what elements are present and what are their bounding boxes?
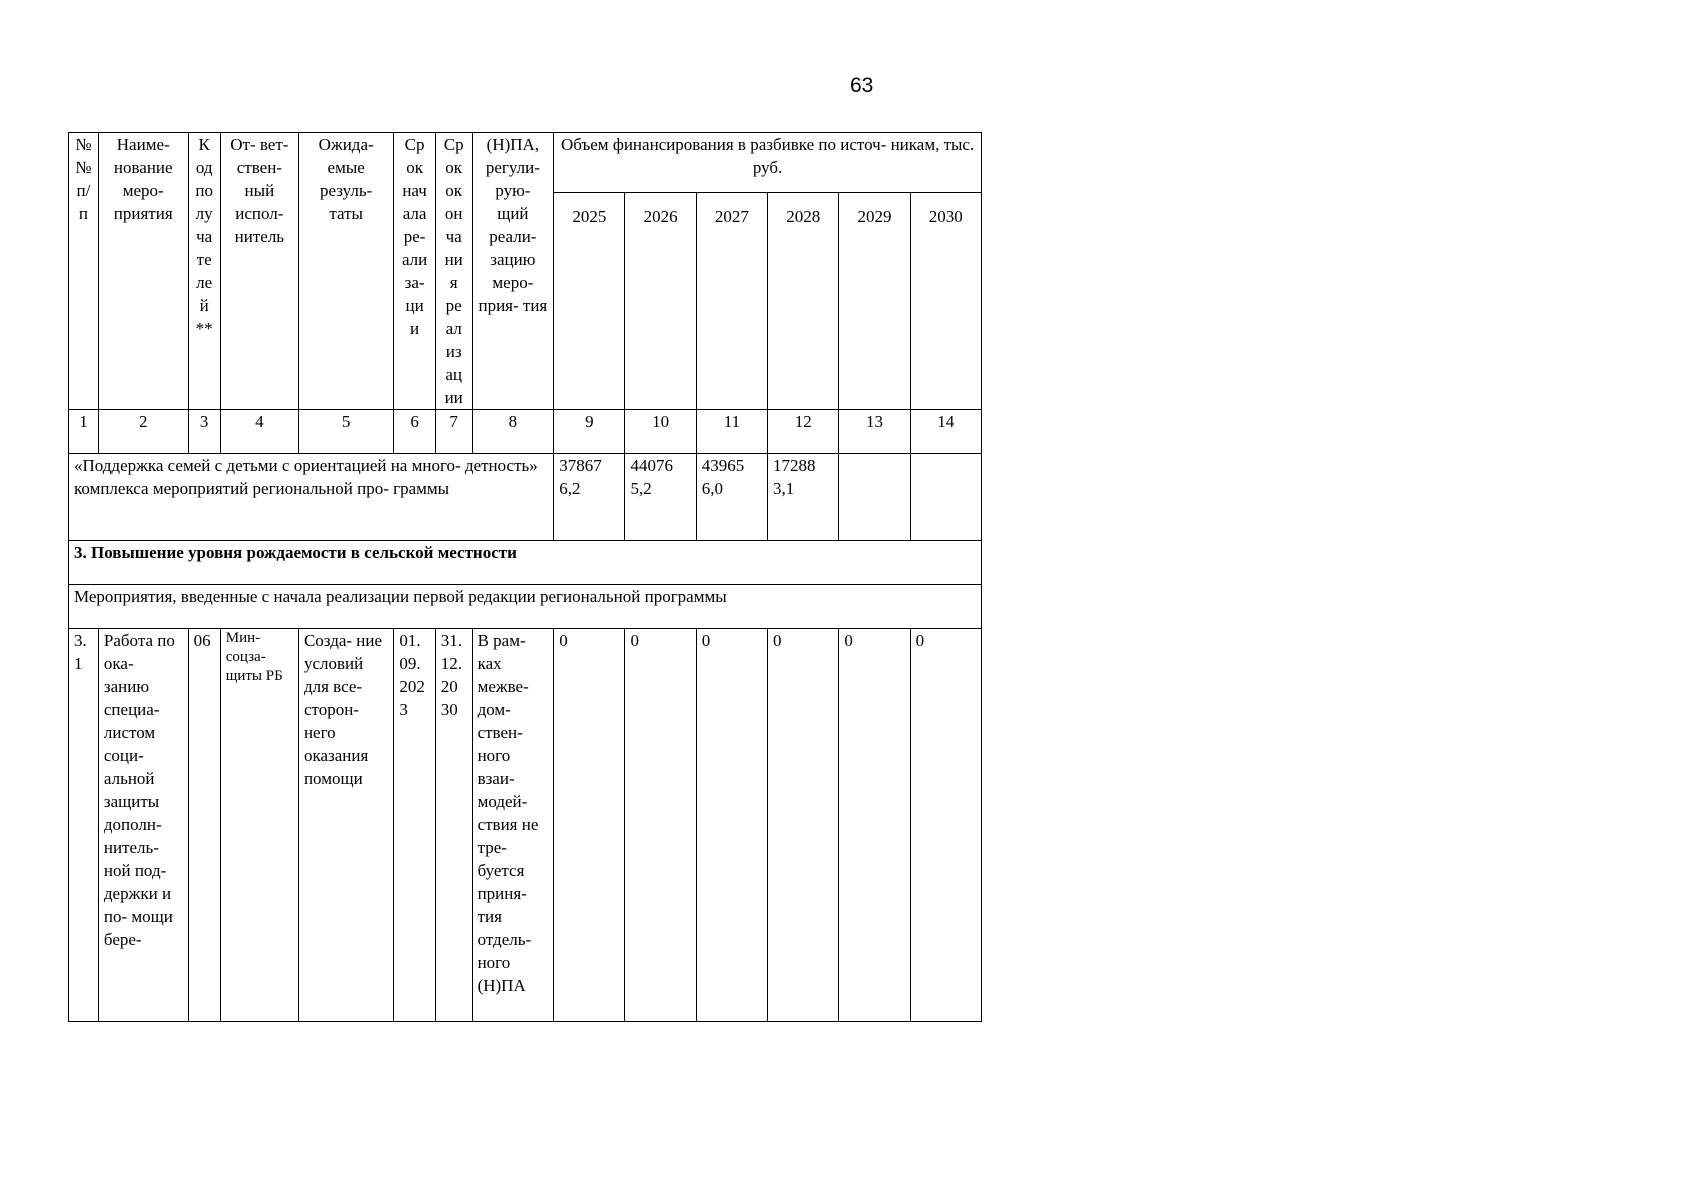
item-results: Созда- ние условий для все- сторон- него оказания помощи [298, 629, 393, 1022]
summary-value: 44076 5,2 [625, 454, 696, 541]
header-end: Ср ок ок он ча ни я ре ал из ац ии [435, 133, 472, 410]
summary-value: 17288 3,1 [768, 454, 839, 541]
item-name: Работа по ока- занию специа- листом соци- альной защиты дополн- нитель- ной под- держки и по- мощи бере- [98, 629, 188, 1022]
table-row [69, 629, 982, 1022]
page-number: 63 [850, 74, 874, 97]
column-number: 8 [472, 410, 554, 454]
header-funding: Объем финансирования в разбивке по источ- никам, тыс. руб. [554, 133, 982, 193]
header-results: Ожида- емые резуль- таты [298, 133, 393, 410]
column-number: 4 [220, 410, 298, 454]
item-number: 3. 1 [69, 629, 99, 1022]
column-number: 6 [394, 410, 435, 454]
column-number: 1 [69, 410, 99, 454]
summary-text: «Поддержка семей с детьми с ориентацией на много- детность» комплекса мероприятий региональной про- граммы [69, 454, 554, 541]
item-value: 0 [839, 629, 910, 1022]
header-year: 2027 [696, 193, 767, 410]
header-start: Ср ок нач ала ре- али за- ци и [394, 133, 435, 410]
item-value: 0 [910, 629, 981, 1022]
header-year: 2026 [625, 193, 696, 410]
column-number: 11 [696, 410, 767, 454]
header-executor: От- вет- ствен- ный испол- нитель [220, 133, 298, 410]
item-value: 0 [768, 629, 839, 1022]
column-number: 9 [554, 410, 625, 454]
item-value: 0 [625, 629, 696, 1022]
column-number: 14 [910, 410, 981, 454]
summary-value [839, 454, 910, 541]
header-year: 2030 [910, 193, 981, 410]
column-number: 13 [839, 410, 910, 454]
column-number: 2 [98, 410, 188, 454]
item-npa: В рам- ках межве- дом- ствен- ного взаи- модей- ствия не тре- буется приня- тия отдель- ного (Н)ПА [472, 629, 554, 1022]
section-title: 3. Повышение уровня рождаемости в сельской местности [69, 541, 982, 585]
header-year: 2025 [554, 193, 625, 410]
summary-value [910, 454, 981, 541]
subsection-title: Мероприятия, введенные с начала реализации первой редакции региональной программы [69, 585, 982, 629]
column-number: 3 [188, 410, 220, 454]
header-code: К од по лу ча те ле й ** [188, 133, 220, 410]
item-value: 0 [696, 629, 767, 1022]
header-year: 2028 [768, 193, 839, 410]
summary-row [69, 454, 982, 541]
program-table [68, 132, 982, 1022]
summary-value: 43965 6,0 [696, 454, 767, 541]
header-name: Наиме- нование меро- приятия [98, 133, 188, 410]
item-end: 31. 12. 20 30 [435, 629, 472, 1022]
header-year: 2029 [839, 193, 910, 410]
item-executor: Мин- соцза- щиты РБ [220, 629, 298, 1022]
column-number: 7 [435, 410, 472, 454]
column-number: 5 [298, 410, 393, 454]
column-number: 10 [625, 410, 696, 454]
item-start: 01. 09. 202 3 [394, 629, 435, 1022]
header-npa: (Н)ПА, регули- рую- щий реали- зацию меро- прия- тия [472, 133, 554, 410]
summary-value: 37867 6,2 [554, 454, 625, 541]
header-number: № № п/ п [69, 133, 99, 410]
column-number: 12 [768, 410, 839, 454]
column-number-row [69, 410, 982, 454]
item-code: 06 [188, 629, 220, 1022]
item-value: 0 [554, 629, 625, 1022]
